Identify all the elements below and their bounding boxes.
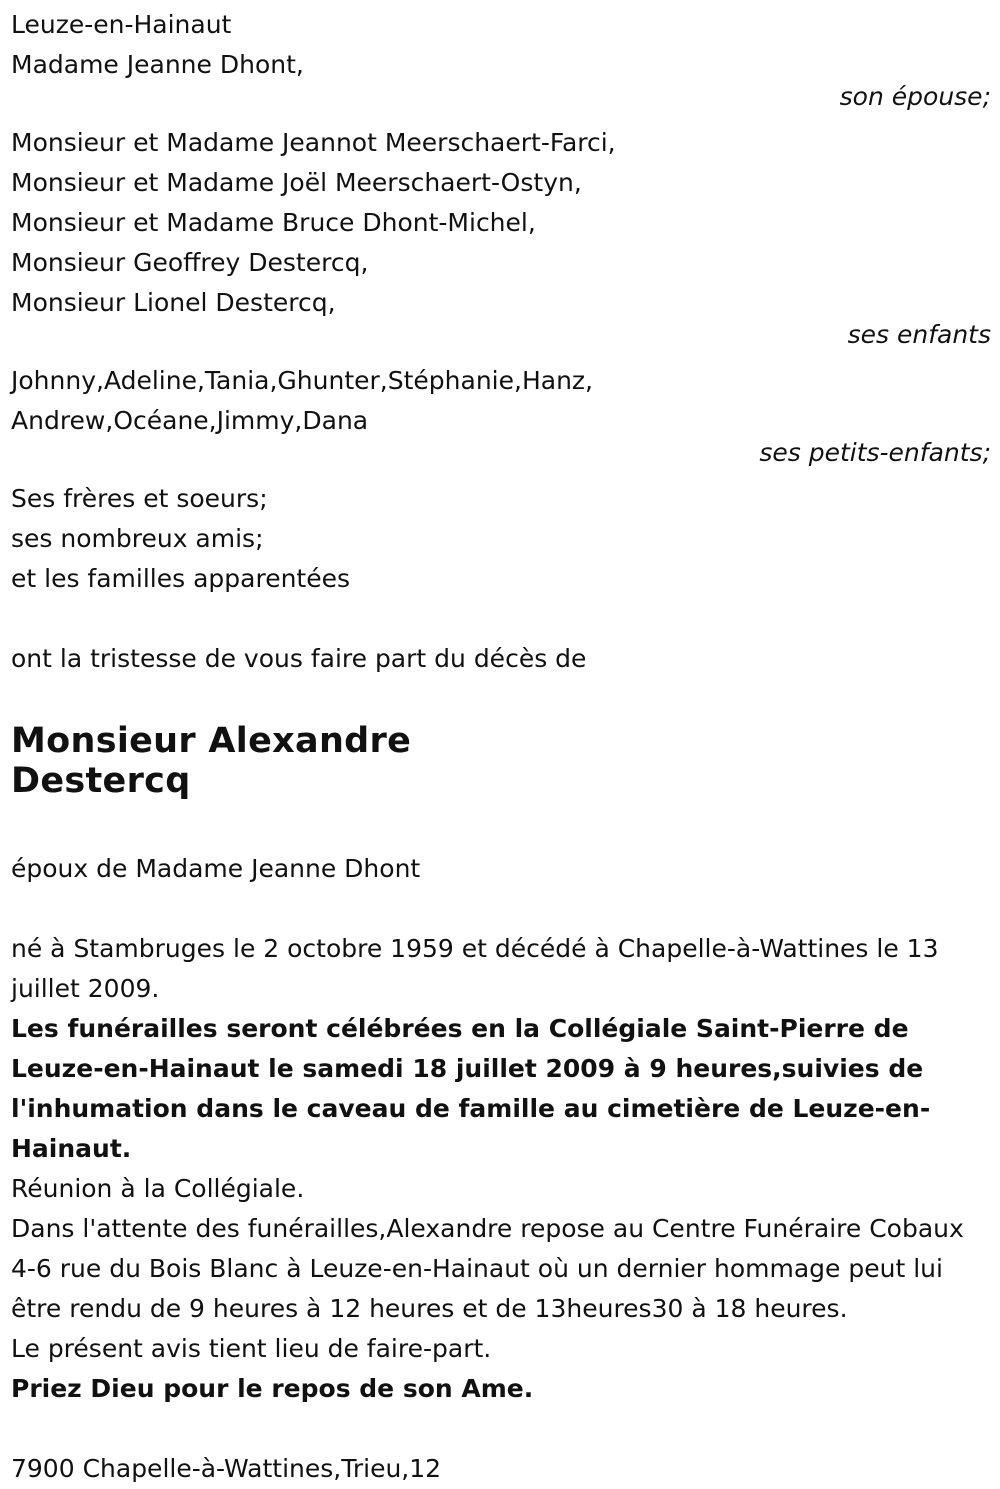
prayer-text: Priez Dieu pour le repos de son Ame. — [11, 1374, 534, 1403]
grandchild-line: Andrew,Océane,Jimmy,Dana — [11, 406, 369, 435]
grandchildren-list — [11, 361, 991, 441]
spouse-name: Madame Jeanne Dhont, — [11, 50, 304, 79]
deceased-name-line2: Destercq — [11, 761, 191, 801]
grandchildren-role: ses petits-enfants; — [759, 438, 991, 467]
children-role: ses enfants — [847, 320, 991, 349]
other-line: Ses frères et soeurs; — [11, 484, 268, 513]
other-line: ses nombreux amis; — [11, 524, 264, 553]
meeting-text: Réunion à la Collégiale. — [11, 1174, 305, 1203]
grandchild-line: Johnny,Adeline,Tania,Ghunter,Stéphanie,Hanz, — [11, 366, 593, 395]
spacer — [11, 801, 991, 849]
birth-death-text: né à Stambruges le 2 octobre 1959 et décédé à Chapelle-à-Wattines le 13 juillet 2009. — [11, 934, 939, 1003]
notice-text: Le présent avis tient lieu de faire-part. — [11, 1334, 492, 1363]
announcement-text: ont la tristesse de vous faire part du décès de — [11, 644, 587, 673]
spacer — [11, 599, 991, 639]
deceased-name — [11, 721, 991, 801]
spacer — [11, 889, 991, 929]
funeral-text: Les funérailles seront célébrées en la Collégiale Saint-Pierre de Leuze-en-Hainaut le samedi 18 juillet 2009 à 9 heures,suivies de l'inhumation dans le caveau de famille au cimetière de Leuze-en-Hainaut. — [11, 1014, 931, 1163]
spouse-of-text: époux de Madame Jeanne Dhont — [11, 854, 421, 883]
child-line: Monsieur et Madame Joël Meerschaert-Ostyn, — [11, 168, 582, 197]
child-line: Monsieur et Madame Bruce Dhont-Michel, — [11, 208, 536, 237]
obituary-notice — [11, 5, 991, 1489]
deceased-name-line1: Monsieur Alexandre — [11, 721, 412, 761]
child-line: Monsieur Lionel Destercq, — [11, 288, 336, 317]
spacer — [11, 1409, 991, 1449]
spouse-role: son épouse; — [839, 82, 991, 111]
child-line: Monsieur Geoffrey Destercq, — [11, 248, 369, 277]
other-line: et les familles apparentées — [11, 564, 351, 593]
address-text: 7900 Chapelle-à-Wattines,Trieu,12 — [11, 1454, 442, 1483]
others-list — [11, 479, 991, 599]
children-list — [11, 123, 991, 323]
child-line: Monsieur et Madame Jeannot Meerschaert-Farci, — [11, 128, 616, 157]
city-line: Leuze-en-Hainaut — [11, 10, 232, 39]
visitation-text: Dans l'attente des funérailles,Alexandre repose au Centre Funéraire Cobaux 4-6 rue du Bois Blanc à Leuze-en-Hainaut où un dernier hommage peut lui être rendu de 9 heures à 12 heures et de 13heures30 à 18 heures. — [11, 1214, 964, 1323]
spacer — [11, 679, 991, 721]
